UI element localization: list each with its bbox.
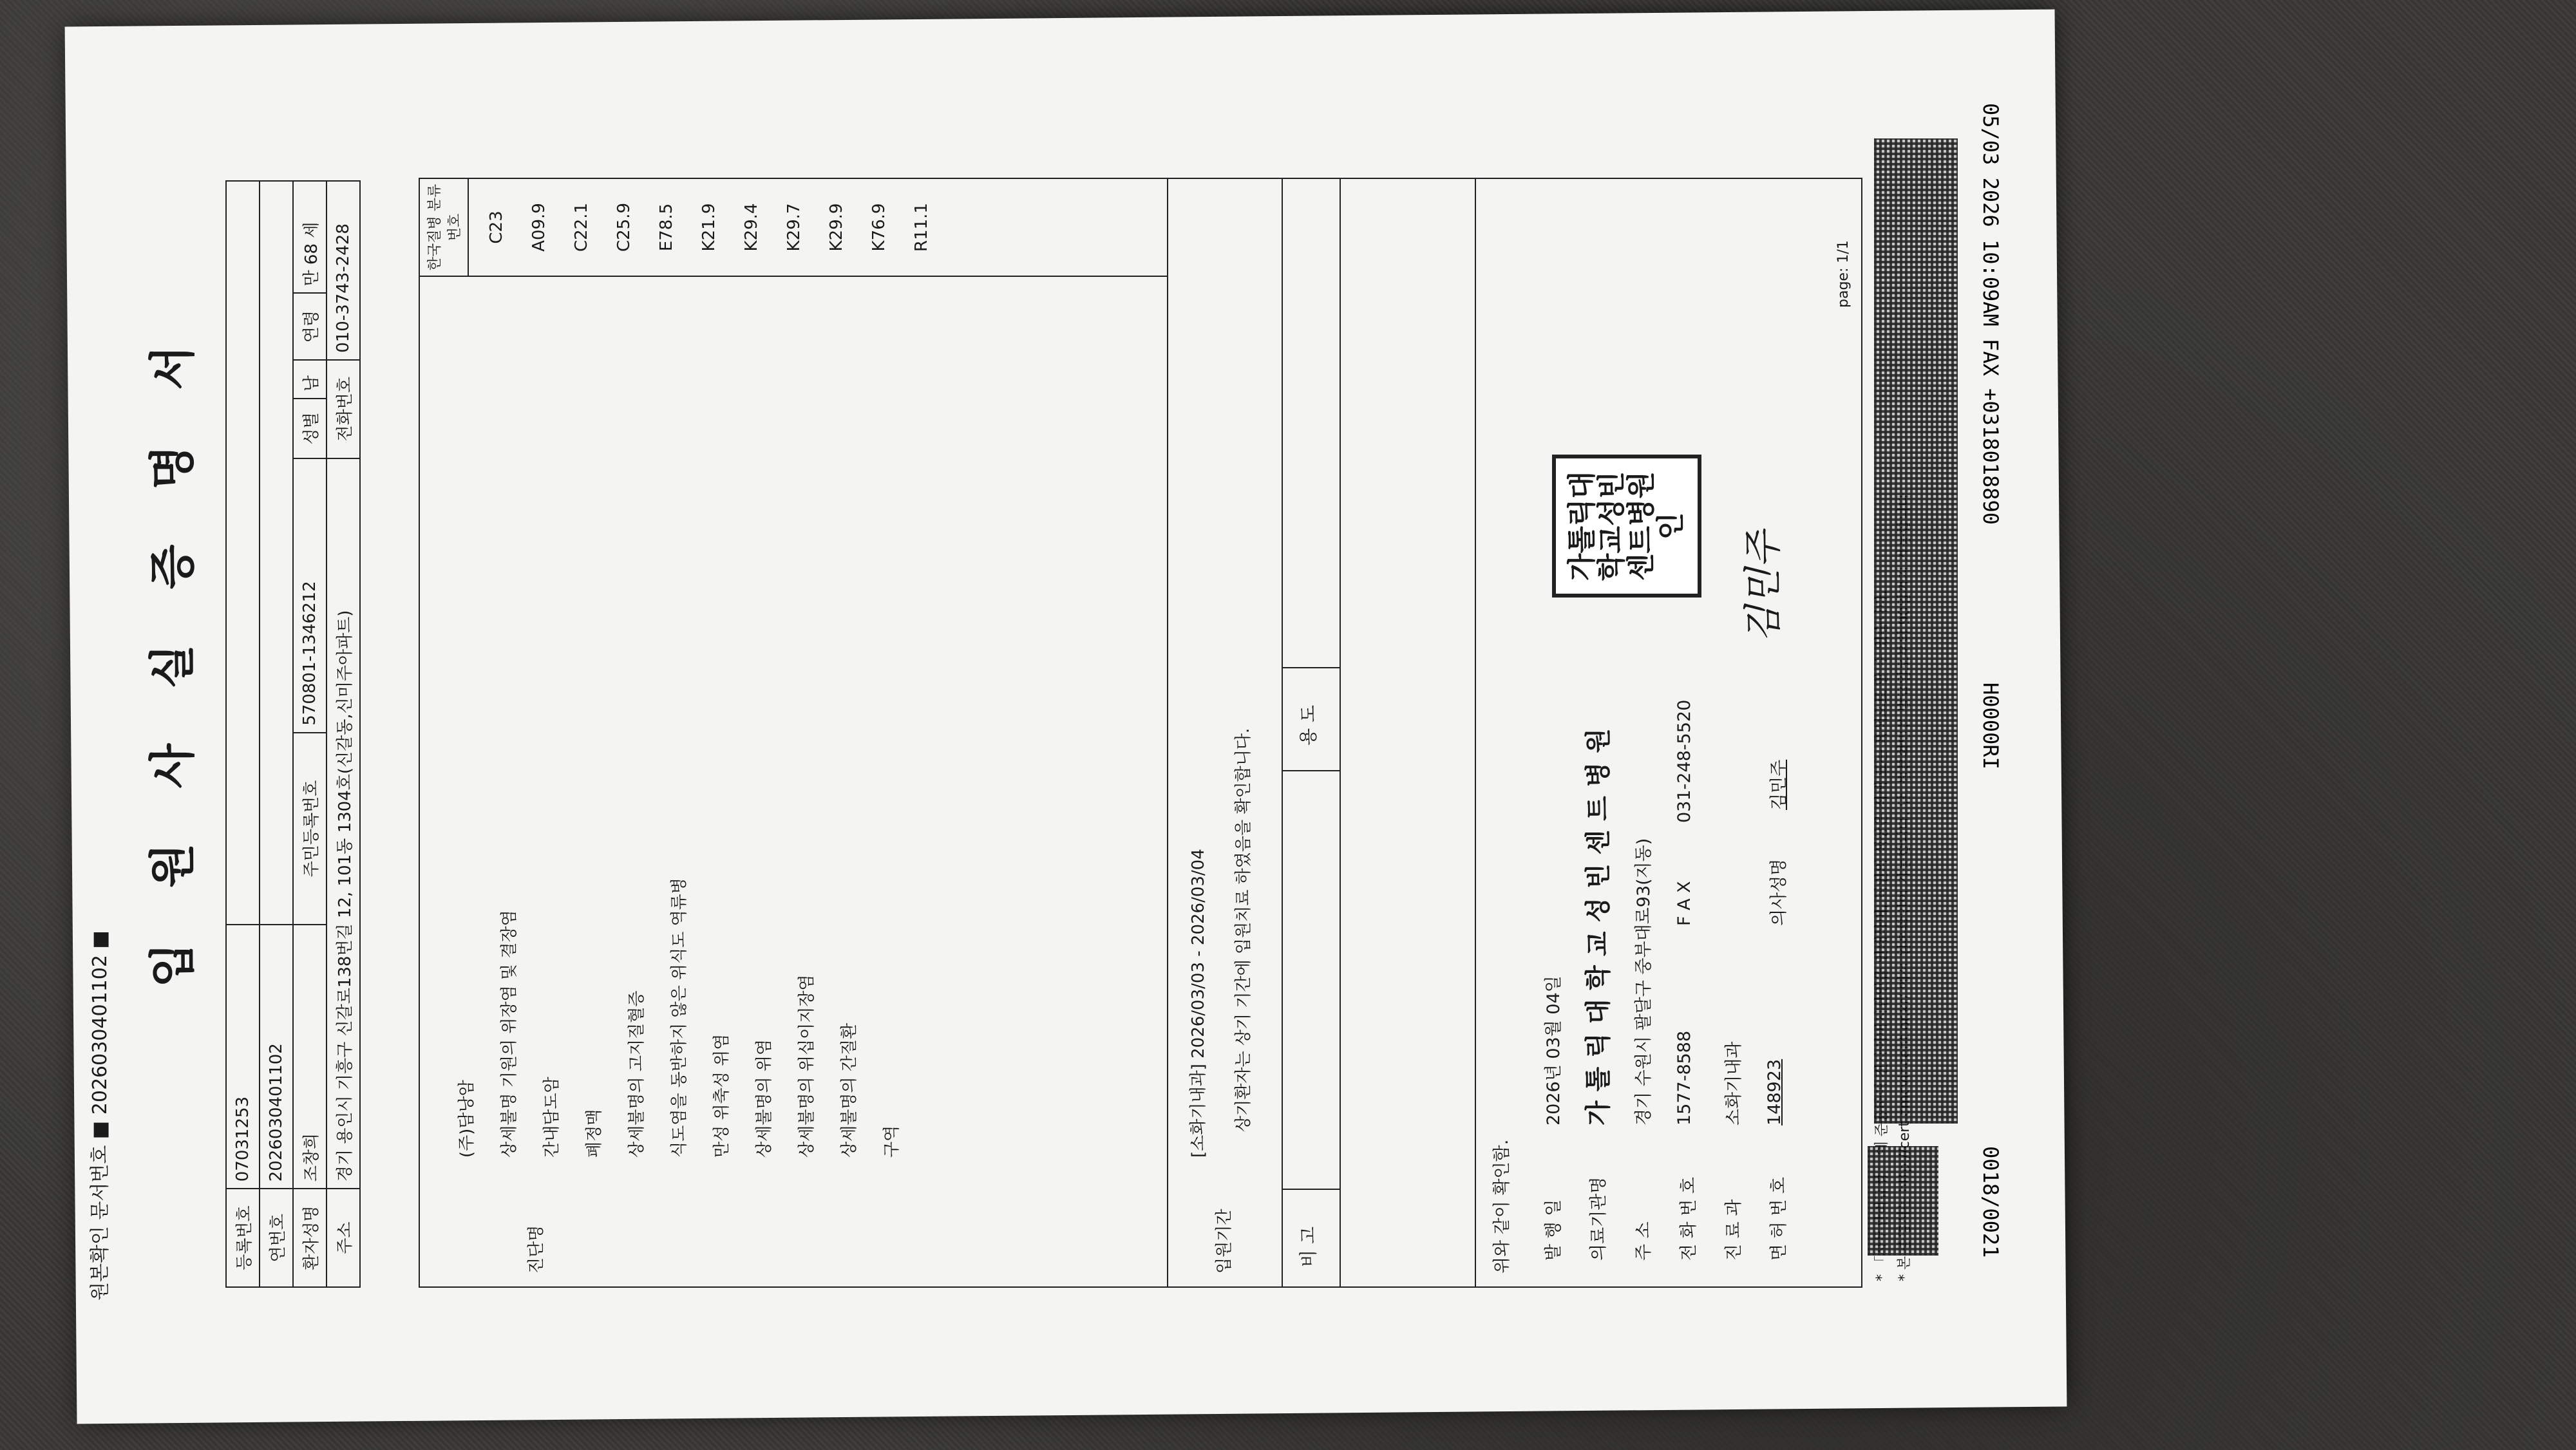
codes-header: 한국질병 분류번호	[420, 179, 469, 276]
seal-text: 가톨릭대학교성빈센트병원인	[1566, 471, 1687, 581]
code-item: R11.1	[912, 203, 931, 252]
diagnosis-label: 진단명	[527, 1225, 546, 1274]
address-label: 주소	[327, 1189, 360, 1287]
diagnosis-list	[446, 878, 913, 1158]
diagnosis-item: 구역	[882, 1125, 902, 1158]
fax-label: F A X	[1674, 881, 1694, 926]
doctor-signature: 김민주	[1741, 531, 1786, 643]
license-label: 면 허 번 호	[1769, 1176, 1789, 1261]
tel-label: 전 화 번 호	[1679, 1176, 1699, 1261]
rrn: 570801-1346212	[293, 458, 327, 733]
diagnosis-item: 상세불명의 위십이지장염	[797, 974, 817, 1158]
fax-header: 05/03 2026 10:09AM FAX +0318018890	[1978, 103, 2003, 525]
address: 경기 용인시 기흥구 신갈로138번길 12, 101동 1304호(신갈동,신미주아파트)	[327, 458, 360, 1189]
code-item: K29.9	[827, 203, 846, 252]
diagnosis-item: 상세불명 기원의 위장염 및 결장염	[500, 910, 519, 1158]
diagnosis-item: (주)담낭암	[457, 1080, 477, 1158]
hospital-seal	[1552, 455, 1701, 598]
hospital-address-label: 주 소	[1634, 1221, 1654, 1261]
rrn-label: 주민등록번호	[293, 733, 327, 925]
issue-date-label: 발 행 일	[1544, 1199, 1564, 1261]
code-column	[420, 179, 1167, 277]
dept-label: 진 료 과	[1724, 1199, 1744, 1261]
remark-label: 비 고	[1298, 1227, 1319, 1267]
code-item: C23	[487, 211, 506, 244]
document-title: 입 원 사 실 증 명 서	[146, 326, 200, 988]
period-text: 상기환자는 상기 기간에 입원치료 하였음을 확인합니다.	[1234, 728, 1253, 1132]
issue-no-label: 연번호	[260, 1189, 293, 1287]
name-label: 환자성명	[293, 1189, 327, 1287]
code-item: C25.9	[614, 202, 634, 252]
tel: 1577-8588	[1674, 1030, 1694, 1125]
diagnosis-item: 식도염을 동반하지 않은 위식도 역류병	[670, 878, 689, 1158]
code-list	[469, 179, 943, 276]
diagnosis-item: 만성 위축성 위염	[712, 1033, 732, 1158]
fax-page: 0018/0021	[1978, 1146, 2003, 1258]
patient-name: 조창희	[293, 925, 327, 1189]
age: 만 68 세	[293, 181, 327, 293]
diagnosis-item: 상세불명의 위염	[755, 1039, 774, 1158]
issue-no: 2026030401102	[260, 925, 293, 1189]
code-item: K76.9	[869, 203, 889, 252]
code-item: K29.4	[742, 203, 761, 252]
doctor-name: 김민주	[1769, 759, 1789, 810]
phone: 010-3743-2428	[327, 181, 360, 360]
dept: 소화기내과	[1724, 1041, 1744, 1125]
hospital-address: 경기 수원시 팔달구 중부대로93(지동)	[1634, 838, 1654, 1125]
sex-label: 성별	[293, 399, 327, 458]
sex: 남	[293, 360, 327, 399]
period-label: 입원기간	[1215, 1209, 1234, 1274]
phone-label: 전화번호	[327, 360, 360, 458]
code-item: K29.7	[784, 203, 804, 252]
fax-code: H0000RI	[1978, 683, 2003, 769]
hospital-name: 가 톨 릭 대 학 교 성 빈 센 트 병 원	[1584, 728, 1613, 1125]
purpose-label: 용 도	[1298, 705, 1319, 746]
certificate	[58, 0, 1880, 1313]
diagnosis-item: 상세불명의 간질환	[840, 1022, 859, 1158]
confirm-text: 위와 같이 확인함.	[1492, 1139, 1512, 1274]
barcode-strip	[1874, 138, 1958, 1124]
qr-code	[1868, 1146, 1938, 1256]
fax-number: 031-248-5520	[1674, 699, 1694, 823]
patient-info-table	[225, 180, 361, 1288]
admission-period-section	[1166, 178, 1283, 1288]
age-label: 연령	[293, 293, 327, 359]
issue-date: 2026년 03월 04일	[1544, 975, 1564, 1125]
diagnosis-item: 상세불명의 고지질혈증	[627, 990, 647, 1158]
code-item: C22.1	[572, 202, 591, 252]
issuer-section	[1475, 178, 1862, 1288]
diagnosis-item: 폐정맥	[585, 1109, 604, 1158]
page-number: page: 1/1	[1835, 240, 1852, 308]
header-doc-number: 원본확인 문서번호 ■ 2026030401102 ■	[89, 930, 111, 1301]
code-item: A09.9	[529, 203, 549, 252]
reg-no-label: 등록번호	[226, 1189, 260, 1287]
remarks-section	[1282, 178, 1476, 1288]
license: 148923	[1765, 1059, 1785, 1125]
diagnosis-item: 간내담도암	[542, 1077, 562, 1158]
diagnosis-section	[419, 178, 1168, 1288]
doctor-label: 의사성명	[1769, 858, 1789, 926]
code-item: E78.5	[657, 203, 676, 252]
reg-no: 07031253	[226, 925, 260, 1189]
period-line: [소화기내과] 2026/03/03 - 2026/03/04	[1189, 849, 1208, 1158]
code-item: K21.9	[699, 203, 719, 252]
hospital-label: 의료기관명	[1589, 1176, 1609, 1261]
